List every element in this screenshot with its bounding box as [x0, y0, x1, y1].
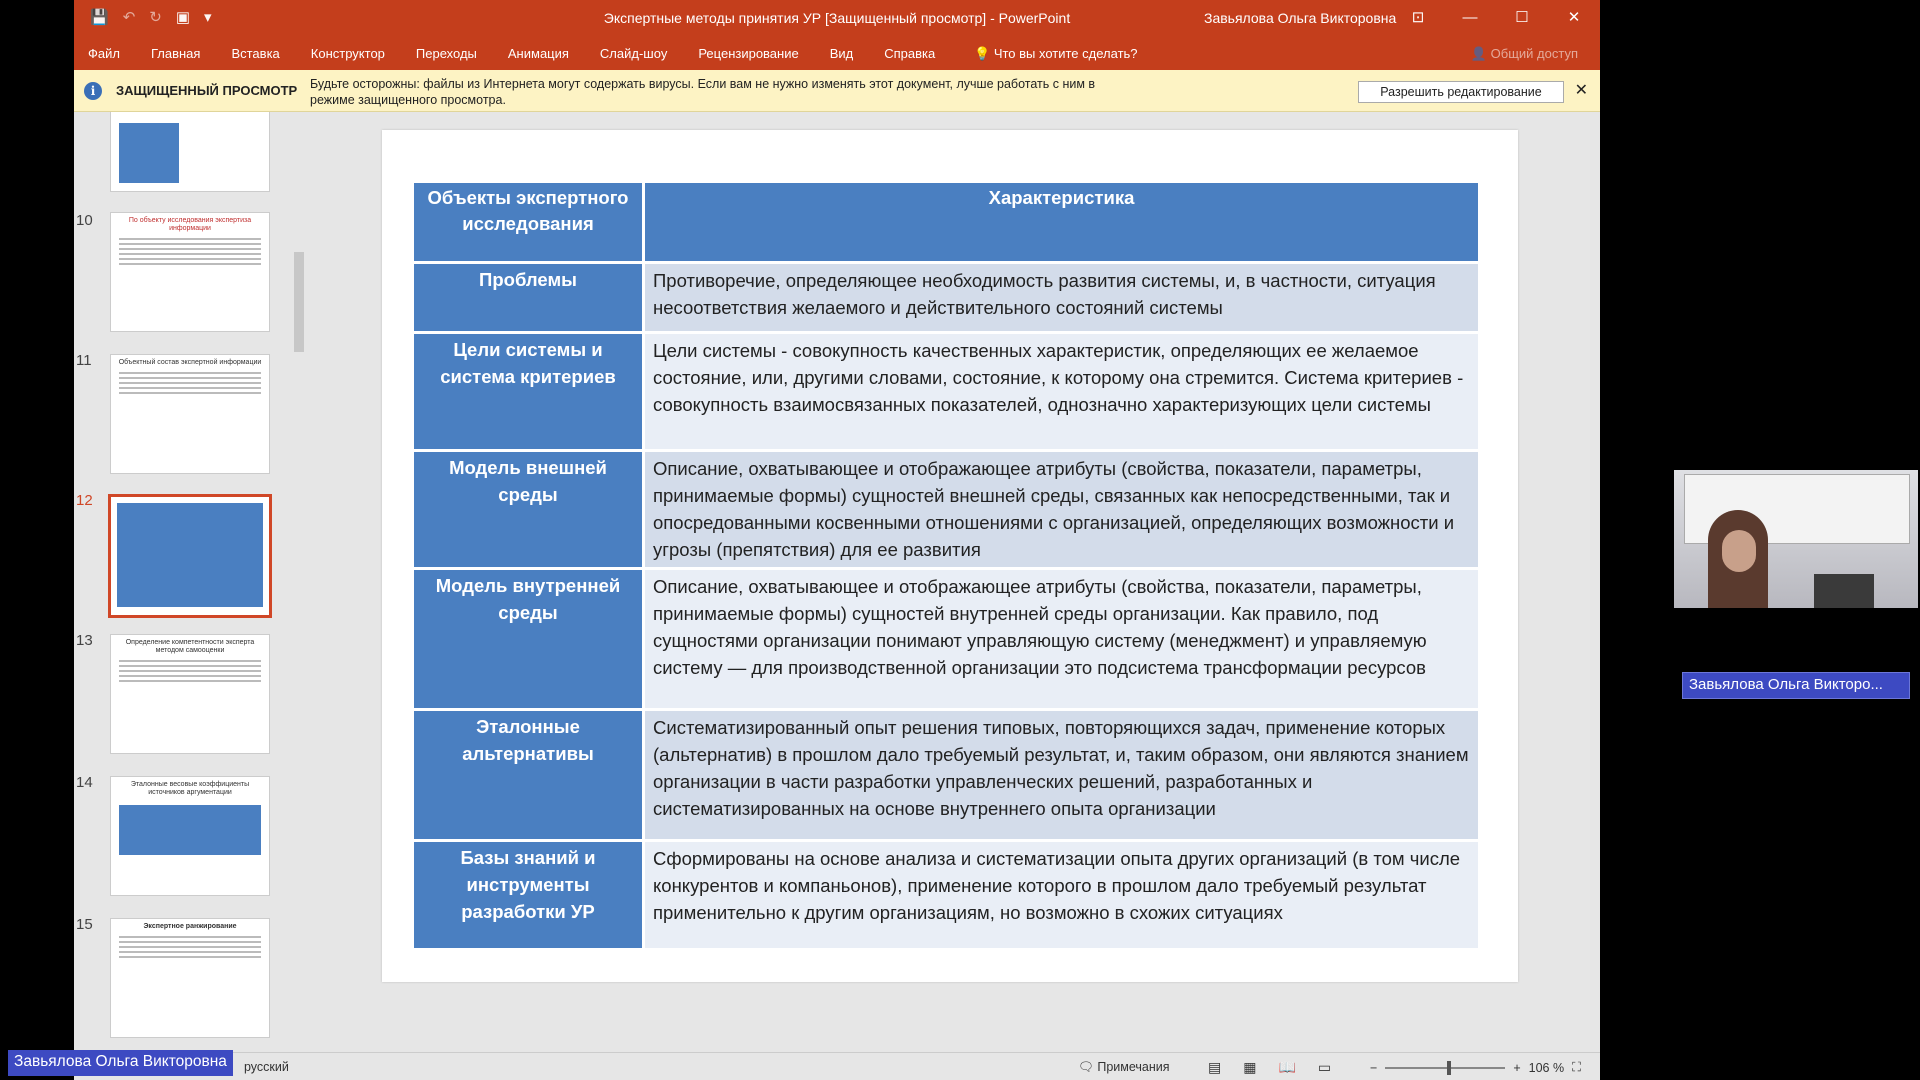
chair [1814, 574, 1874, 608]
row-label: Цели системы и система критериев [414, 334, 645, 449]
table-row [414, 711, 1478, 839]
row-text: Цели системы - совокупность качественных характеристик, определяющих ее желаемое состояние, или, другими словами, состояние, к которому она стремится. Система критериев - совокупность взаимосвязанных показателей, однозначно характеризующих цели системы [645, 334, 1478, 449]
slide-thumbnail[interactable] [110, 918, 270, 1038]
presenter-name-tag: Завьялова Ольга Викторовна [8, 1050, 233, 1076]
window-controls [1392, 0, 1600, 36]
slideshow-view-icon[interactable]: ▭ [1317, 1059, 1332, 1075]
slide-thumbnail-title: Экспертное ранжирование [143, 923, 237, 930]
tab-insert[interactable]: Вставка [231, 46, 280, 61]
lightbulb-icon: 💡 [974, 46, 991, 61]
slide-thumbnail[interactable] [110, 634, 270, 754]
slide-editing-area [314, 112, 1586, 1052]
slide-table [414, 180, 1478, 951]
slide-thumbnail-title: Определение компетентности эксперта методом самооценки [125, 639, 255, 654]
slide-number: 12 [76, 492, 93, 509]
slide-thumbnail-selected[interactable] [108, 494, 272, 618]
tab-design[interactable]: Конструктор [310, 46, 385, 61]
table-header-objects: Объекты экспертного исследования [414, 183, 645, 261]
window-title: Экспертные методы принятия УР [Защищенный просмотр] - PowerPoint [603, 10, 1071, 26]
table-row [414, 570, 1478, 708]
tab-review[interactable]: Рецензирование [698, 46, 799, 61]
fit-slide-icon[interactable]: ⛶ [1572, 1060, 1581, 1074]
participant-name-tag: Завьялова Ольга Викторо... [1682, 672, 1910, 699]
slide-thumbnail[interactable] [110, 212, 270, 332]
minimize-button[interactable]: — [1462, 9, 1478, 26]
slide-scrollbar[interactable] [1586, 112, 1600, 1052]
table-row [414, 842, 1478, 948]
zoom-level[interactable]: 106 % [1528, 1060, 1565, 1075]
normal-view-icon[interactable]: ▤ [1208, 1059, 1222, 1075]
view-buttons [1208, 1059, 1331, 1076]
tab-help[interactable]: Справка [884, 46, 936, 61]
slide [382, 130, 1518, 982]
ribbon-tabs [74, 38, 1600, 70]
table-row [414, 264, 1478, 331]
slide-thumbnail[interactable] [110, 776, 270, 896]
zoom-control [1370, 1060, 1581, 1075]
tell-me-search[interactable] [974, 46, 1138, 62]
undo-icon[interactable]: ↶ [122, 9, 136, 26]
info-icon: i [84, 82, 102, 100]
language-indicator[interactable]: русский [244, 1060, 289, 1074]
row-label: Эталонные альтернативы [414, 711, 645, 839]
protected-view-label: ЗАЩИЩЕННЫЙ ПРОСМОТР [116, 83, 298, 98]
scrollbar-thumb[interactable] [294, 252, 304, 352]
save-icon[interactable]: 💾 [90, 9, 109, 26]
tab-animations[interactable]: Анимация [507, 46, 569, 61]
powerpoint-window [74, 0, 1600, 1080]
customize-qat-icon[interactable]: ▾ [204, 9, 212, 26]
protected-view-message: Будьте осторожны: файлы из Интернета могут содержать вирусы. Если вам не нужно изменять этот документ, лучше работать с ним в режиме защищенного просмотра. [310, 77, 1096, 107]
slide-number: 13 [76, 632, 93, 649]
tab-file[interactable]: Файл [88, 46, 120, 61]
person-icon: 👤 [1470, 46, 1488, 61]
row-text: Систематизированный опыт решения типовых, повторяющихся задач, применение которых (альтернатив) в прошлом дало требуемый результат, и, таким образом, они являются знанием организации в части разработки управленческих решений, разработанных и систематизированных на основе внутреннего опыта организации [645, 711, 1478, 839]
row-label: Базы знаний и инструменты разработки УР [414, 842, 645, 948]
protected-view-bar [74, 70, 1600, 112]
row-label: Модель внешней среды [414, 452, 645, 567]
tab-home[interactable]: Главная [150, 46, 201, 61]
table-header-row [414, 183, 1478, 261]
status-bar [74, 1052, 1600, 1080]
share-button[interactable] [1471, 46, 1578, 62]
slide-number: 10 [76, 212, 93, 229]
slide-number: 11 [76, 352, 92, 369]
share-label: Общий доступ [1490, 46, 1578, 61]
table-row [414, 334, 1478, 449]
slide-number: 15 [76, 916, 93, 933]
notes-icon: 🗨 [1078, 1060, 1094, 1074]
tell-me-label: Что вы хотите сделать? [993, 46, 1138, 61]
redo-icon[interactable]: ↻ [149, 9, 162, 26]
table-header-characteristic: Характеристика [645, 183, 1478, 261]
row-text: Описание, охватывающее и отображающее атрибуты (свойства, показатели, параметры, принимаемые формы) сущностей внутренней среды организации. Как правило, под сущностями организации понимают управляющую систему (менеджмент) и управляемую систему — для производственной организации это подсистема трансформации ресурсов [645, 570, 1478, 708]
zoom-in-icon[interactable]: + [1513, 1060, 1521, 1075]
zoom-out-icon[interactable]: − [1370, 1060, 1378, 1075]
reading-view-icon[interactable]: 📖 [1278, 1059, 1296, 1075]
close-button[interactable]: ✕ [1567, 9, 1581, 26]
slide-number: 14 [76, 774, 93, 791]
slide-thumbnail-title: По объекту исследования экспертиза информации [128, 217, 252, 232]
account-name[interactable]: Завьялова Ольга Викторовна [1204, 10, 1397, 26]
row-text: Описание, охватывающее и отображающее атрибуты (свойства, показатели, параметры, принимаемые формы) сущностей внешней среды, связанных как непосредственными, так и опосредованными косвенными отношениями с организацией, определяющих возможности и угрозы (препятствия) для ее развития [645, 452, 1478, 567]
slide-thumbnail[interactable] [110, 112, 270, 192]
slide-thumbnail-title: Эталонные весовые коэффициенты источников аргументации [130, 781, 250, 796]
ribbon-display-options-icon[interactable]: ⊡ [1411, 9, 1425, 26]
row-label: Модель внутренней среды [414, 570, 645, 708]
zoom-slider-knob[interactable] [1447, 1061, 1451, 1075]
tab-slideshow[interactable]: Слайд-шоу [599, 46, 668, 61]
row-text: Сформированы на основе анализа и систематизации опыта других организаций (в том числе конкурентов и компаньонов), применение которого в прошлом дало требуемый результат применительно к другим организациям, но возможно в схожих ситуациях [645, 842, 1478, 948]
slide-thumbnail-pane [74, 112, 310, 1052]
thumbnail-scrollbar[interactable] [292, 112, 306, 1052]
notes-button[interactable] [1078, 1060, 1170, 1075]
tab-transitions[interactable]: Переходы [415, 46, 477, 61]
slide-sorter-icon[interactable]: ▦ [1243, 1059, 1257, 1075]
slide-thumbnail[interactable] [110, 354, 270, 474]
row-label: Проблемы [414, 264, 645, 331]
start-slideshow-icon[interactable]: ▣ [175, 9, 191, 26]
close-icon[interactable]: ✕ [1574, 82, 1588, 99]
notes-label: Примечания [1097, 1060, 1170, 1074]
row-text: Противоречие, определяющее необходимость развития системы, и, в частности, ситуация несоответствия желаемого и действительного состояний системы [645, 264, 1478, 331]
title-bar [74, 0, 1600, 38]
enable-editing-button[interactable]: Разрешить редактирование [1358, 81, 1564, 103]
maximize-button[interactable]: ☐ [1515, 9, 1529, 26]
participant-video[interactable] [1674, 470, 1918, 608]
zoom-slider[interactable] [1385, 1067, 1505, 1069]
table-row [414, 452, 1478, 567]
tab-view[interactable]: Вид [829, 46, 854, 61]
slide-thumbnail-title: Объектный состав экспертной информации [118, 359, 262, 366]
participant-face [1722, 530, 1756, 572]
